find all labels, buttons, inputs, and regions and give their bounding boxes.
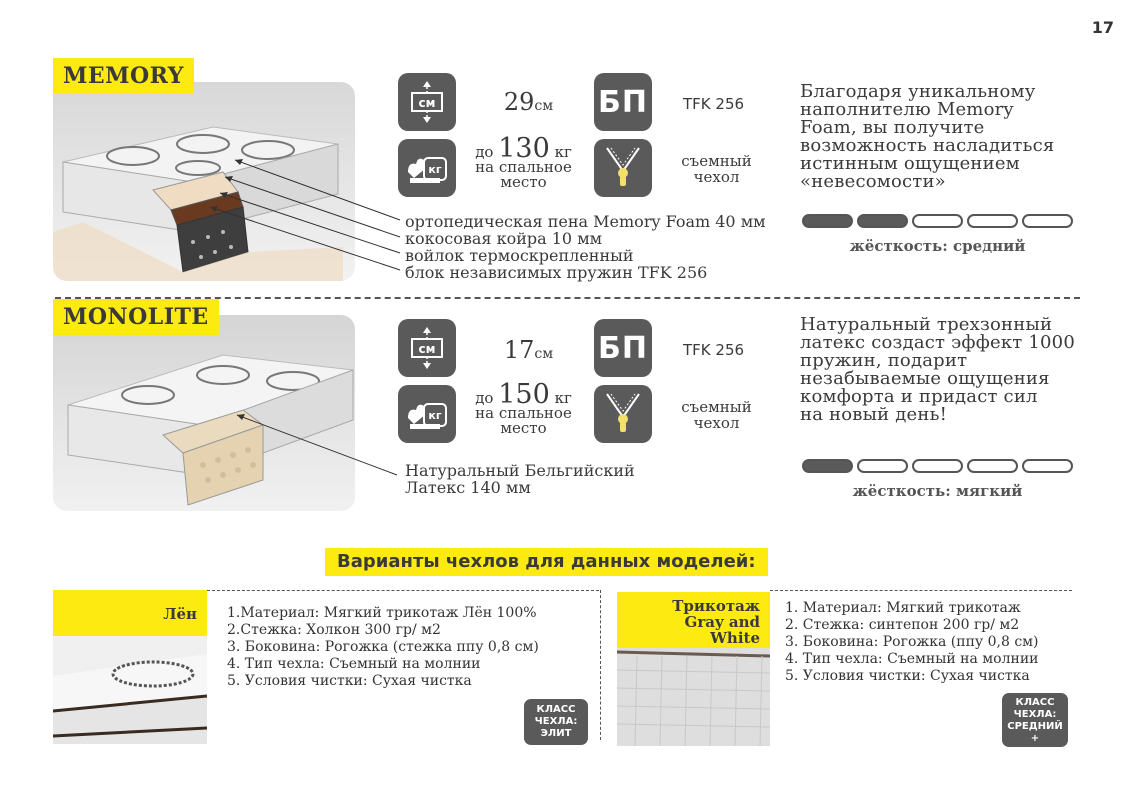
- class-line: ЧЕХЛА:: [534, 716, 578, 727]
- memory-desc-line: истинным ощущением: [800, 153, 1020, 174]
- memory-layer-item: ортопедическая пена Memory Foam 40 мм: [405, 212, 766, 231]
- monolite-desc-line: пружин, подарит: [800, 350, 968, 371]
- monolite-max-load: [466, 379, 581, 437]
- firmness-pill-empty: [912, 459, 963, 473]
- monolite-layers: [405, 462, 705, 496]
- cover-name-line: Gray and: [684, 613, 760, 631]
- cover-knit-image: [617, 648, 770, 746]
- monolite-desc-line: латекс создаст эффект 1000: [800, 332, 1075, 353]
- cover-spec-item: 2. Стежка: синтепон 200 гр/ м2: [785, 617, 1020, 633]
- cover-spec-item: 3. Боковина: Рогожка (ппу 0,8 см): [785, 634, 1039, 650]
- cover-divider-left: [207, 590, 599, 591]
- monolite-cover-type: [669, 399, 764, 431]
- class-line: +: [1030, 733, 1040, 744]
- monolite-load-unit: кг: [554, 389, 572, 407]
- class-line: ЧЕХЛА:: [1013, 709, 1057, 720]
- cover-spec-item: 4. Тип чехла: Съемный на молнии: [785, 651, 1039, 667]
- monolite-height: [476, 336, 581, 364]
- memory-bp-icon: БП: [594, 73, 652, 131]
- memory-desc-line: наполнителю Memory: [800, 99, 1014, 120]
- memory-desc-line: Foam, вы получите: [800, 117, 985, 138]
- firmness-pill-empty: [1022, 459, 1073, 473]
- cover-spec-item: 5. Условия чистки: Сухая чистка: [227, 673, 472, 689]
- monolite-layer-item: Латекс 140 мм: [405, 478, 531, 497]
- height-icon: [398, 73, 456, 131]
- memory-load-line2: на спальное: [475, 158, 572, 176]
- weight-icon: [398, 139, 456, 197]
- cover-spec-item: 2.Стежка: Холкон 300 гр/ м2: [227, 622, 441, 638]
- memory-layer-item: блок независимых пружин TFK 256: [405, 263, 708, 282]
- height-icon: [398, 319, 456, 377]
- memory-load-value: 130: [498, 133, 550, 164]
- cover-spec-item: 4. Тип чехла: Съемный на молнии: [227, 656, 481, 672]
- monolite-model-label: MONOLITE: [53, 299, 219, 335]
- memory-firmness-scale: [802, 214, 1073, 228]
- monolite-load-line2: на спальное: [475, 404, 572, 422]
- memory-layer-item: кокосовая койра 10 мм: [405, 229, 603, 248]
- memory-layer-item: войлок термоскрепленный: [405, 246, 634, 265]
- monolite-description: [800, 316, 1100, 424]
- memory-desc-line: Благодаря уникальному: [800, 81, 1036, 102]
- memory-max-load: [466, 133, 581, 191]
- monolite-firmness-scale: [802, 459, 1073, 473]
- cover-spec-item: 5. Условия чистки: Сухая чистка: [785, 668, 1030, 684]
- monolite-desc-line: на новый день!: [800, 404, 948, 425]
- firmness-pill-filled: [857, 214, 908, 228]
- cover-name-line: White: [710, 629, 760, 647]
- cover-divider-vertical: [600, 590, 601, 740]
- monolite-height-value: 17: [503, 336, 535, 364]
- monolite-layer-item: Натуральный Бельгийский: [405, 461, 635, 480]
- memory-load-prefix: до: [475, 143, 494, 161]
- firmness-pill-empty: [912, 214, 963, 228]
- monolite-desc-line: Натуральный трехзонный: [800, 314, 1053, 335]
- cover-name-line: Трикотаж: [672, 597, 760, 615]
- memory-spring-block: TFK 256: [683, 95, 745, 113]
- weight-icon-label: кг: [428, 409, 442, 422]
- weight-icon-label: кг: [428, 163, 442, 176]
- memory-height: [476, 88, 581, 116]
- monolite-desc-line: незабываемые ощущения: [800, 368, 1050, 389]
- memory-layer-pointers: [195, 155, 405, 280]
- cover-name-line: Лён: [163, 605, 197, 623]
- monolite-cover-line2: чехол: [693, 414, 740, 432]
- cover-linen-image: [53, 636, 207, 744]
- memory-cover-line1: съемный: [681, 152, 752, 170]
- zipper-icon: [594, 139, 652, 197]
- class-line: КЛАСС: [1015, 697, 1055, 708]
- memory-desc-line: «невесомости»: [800, 171, 946, 192]
- monolite-cover-line1: съемный: [681, 398, 752, 416]
- monolite-layer-pointers: [232, 410, 402, 480]
- memory-firmness-label: жёсткость: средний: [849, 237, 1026, 255]
- zipper-icon: [594, 385, 652, 443]
- weight-icon: [398, 385, 456, 443]
- monolite-firmness-label: жёсткость: мягкий: [852, 482, 1023, 500]
- cover-spec-item: 3. Боковина: Рогожка (стежка ппу 0,8 см): [227, 639, 539, 655]
- cover-knit-specs: [785, 600, 1085, 685]
- cover-spec-item: 1. Материал: Мягкий трикотаж: [785, 600, 1021, 616]
- memory-height-unit: см: [534, 98, 554, 114]
- memory-layers: [405, 213, 795, 281]
- memory-load-line3: место: [500, 173, 547, 191]
- firmness-pill-empty: [1022, 214, 1073, 228]
- memory-model-label: MEMORY: [53, 58, 194, 94]
- cover-linen-name: [53, 590, 207, 636]
- cover-knit-class-badge: [1002, 693, 1068, 747]
- monolite-load-value: 150: [498, 379, 550, 410]
- height-icon-label: см: [418, 96, 436, 110]
- class-line: СРЕДНИЙ: [1007, 721, 1063, 732]
- memory-cover-line2: чехол: [693, 168, 740, 186]
- page-number: 17: [1091, 18, 1114, 37]
- memory-load-unit: кг: [554, 143, 572, 161]
- memory-desc-line: возможность насладиться: [800, 135, 1055, 156]
- memory-cover-type: [669, 153, 764, 185]
- class-line: КЛАСС: [536, 704, 576, 715]
- firmness-pill-filled: [802, 214, 853, 228]
- monolite-load-line3: место: [500, 419, 547, 437]
- cover-knit-name: [617, 592, 770, 648]
- monolite-desc-line: комфорта и придаст сил: [800, 386, 1038, 407]
- monolite-height-unit: см: [534, 346, 554, 362]
- monolite-load-prefix: до: [475, 389, 494, 407]
- firmness-pill-empty: [967, 214, 1018, 228]
- cover-spec-item: 1.Материал: Мягкий трикотаж Лён 100%: [227, 605, 537, 621]
- height-icon-label: см: [418, 342, 436, 356]
- class-line: ЭЛИТ: [540, 728, 572, 739]
- monolite-bp-icon: БП: [594, 319, 652, 377]
- cover-linen-class-badge: [524, 699, 588, 745]
- cover-linen-specs: [227, 605, 587, 690]
- firmness-pill-filled: [802, 459, 853, 473]
- cover-divider-right: [770, 590, 1072, 591]
- cover-variants-title: Варианты чехлов для данных моделей:: [325, 548, 768, 576]
- firmness-pill-empty: [967, 459, 1018, 473]
- memory-height-value: 29: [503, 88, 535, 116]
- memory-description: [800, 83, 1100, 191]
- monolite-spring-block: TFK 256: [683, 341, 745, 359]
- firmness-pill-empty: [857, 459, 908, 473]
